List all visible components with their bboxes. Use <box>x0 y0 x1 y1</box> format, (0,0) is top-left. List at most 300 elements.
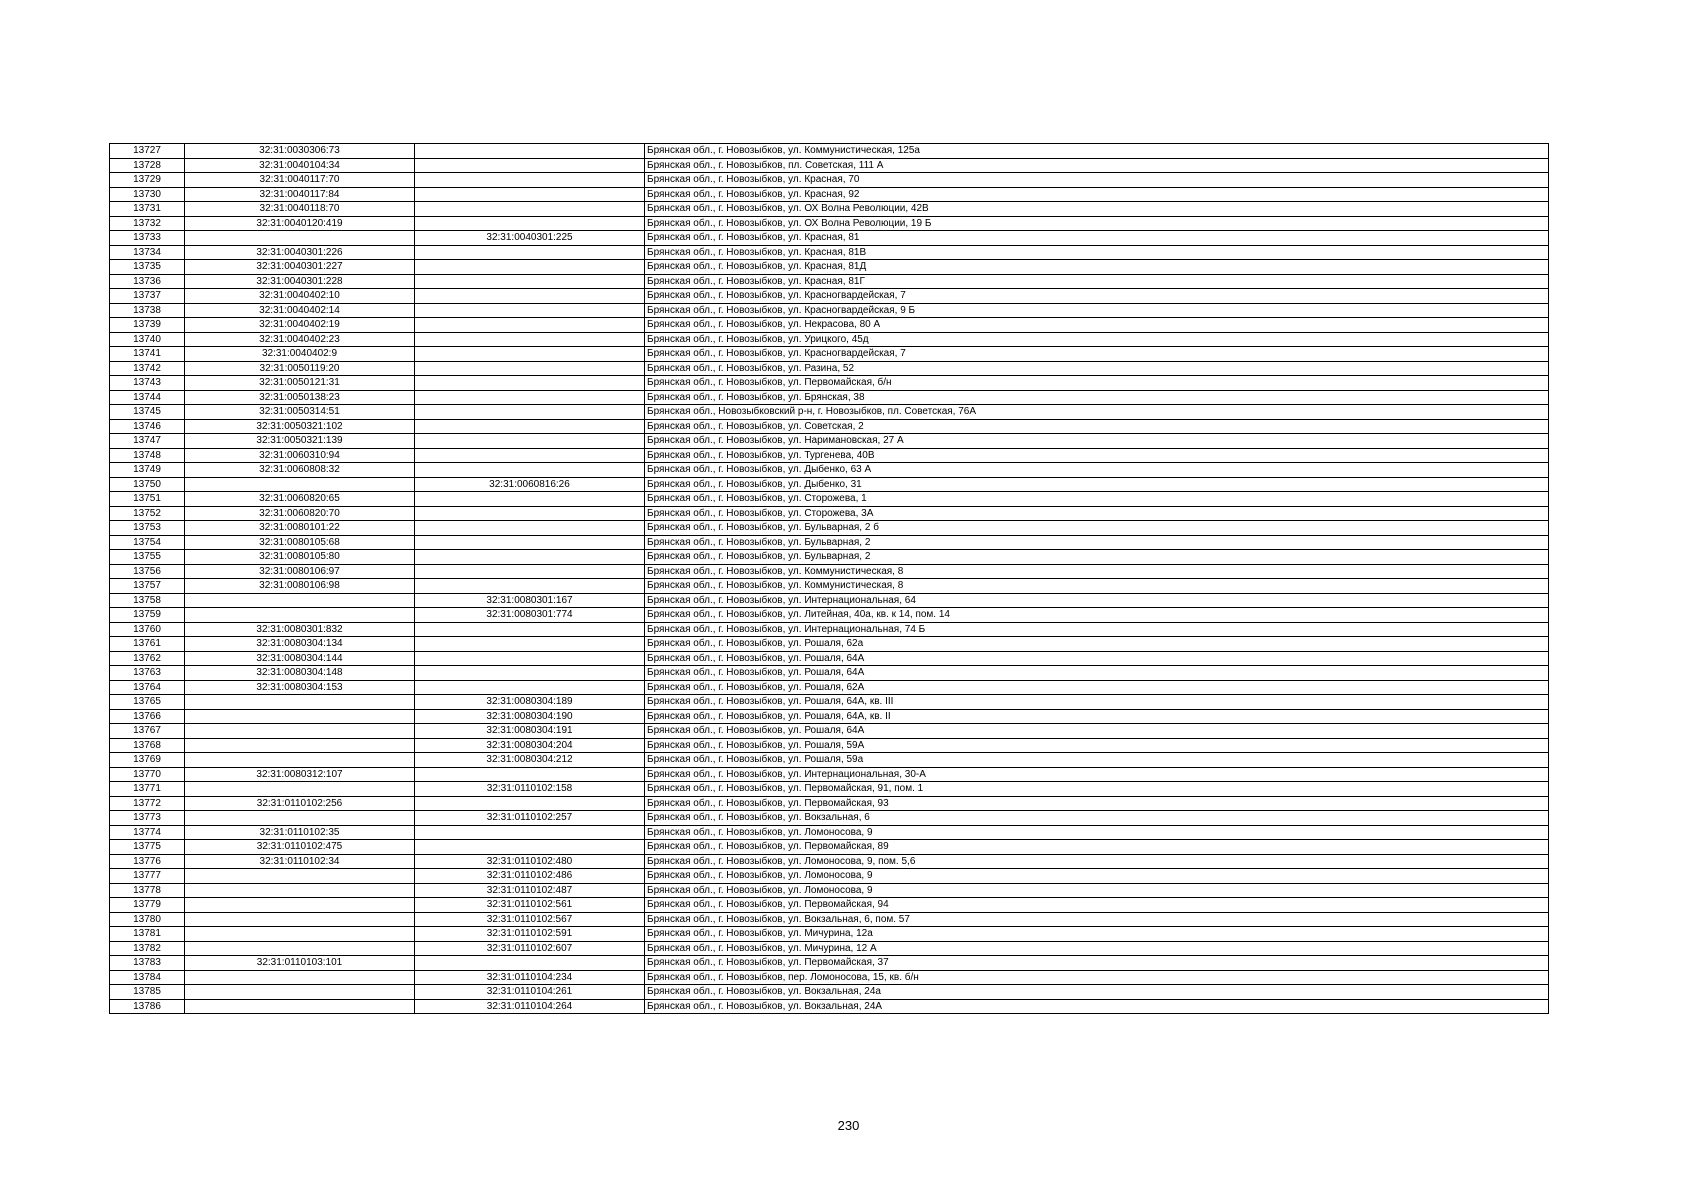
address-cell: Брянская обл., г. Новозыбков, ул. Ломоносова, 9, пом. 5,6 <box>645 854 1549 869</box>
row-number-cell: 13776 <box>110 854 185 869</box>
cadastral-number-cell <box>185 782 415 797</box>
address-cell: Брянская обл., г. Новозыбков, пер. Ломоносова, 15, кв. б/н <box>645 970 1549 985</box>
table-row <box>110 303 1549 318</box>
row-number-cell: 13732 <box>110 216 185 231</box>
cadastral-number-secondary-cell <box>415 506 645 521</box>
row-number-cell: 13728 <box>110 158 185 173</box>
row-number-cell: 13738 <box>110 303 185 318</box>
cadastral-number-secondary-cell <box>415 448 645 463</box>
address-cell: Брянская обл., г. Новозыбков, ул. Ломоносова, 9 <box>645 883 1549 898</box>
cadastral-number-secondary-cell <box>415 347 645 362</box>
cadastral-number-cell <box>185 898 415 913</box>
cadastral-number-cell: 32:31:0080301:832 <box>185 622 415 637</box>
cadastral-number-cell <box>185 709 415 724</box>
cadastral-number-cell: 32:31:0080106:97 <box>185 564 415 579</box>
cadastral-number-cell <box>185 753 415 768</box>
cadastral-number-secondary-cell <box>415 245 645 260</box>
address-cell: Брянская обл., г. Новозыбков, ул. Литейная, 40а, кв. к 14, пом. 14 <box>645 608 1549 623</box>
cadastral-number-secondary-cell <box>415 303 645 318</box>
address-cell: Брянская обл., г. Новозыбков, ул. ОХ Волна Революции, 42В <box>645 202 1549 217</box>
address-cell: Брянская обл., г. Новозыбков, ул. Красная, 81 <box>645 231 1549 246</box>
address-cell: Брянская обл., г. Новозыбков, ул. Интернациональная, 74 Б <box>645 622 1549 637</box>
address-cell: Брянская обл., г. Новозыбков, ул. Первомайская, 94 <box>645 898 1549 913</box>
cadastral-number-cell: 32:31:0050119:20 <box>185 361 415 376</box>
row-number-cell: 13757 <box>110 579 185 594</box>
cadastral-number-cell: 32:31:0040301:227 <box>185 260 415 275</box>
table-row <box>110 854 1549 869</box>
row-number-cell: 13744 <box>110 390 185 405</box>
cadastral-number-cell: 32:31:0040402:14 <box>185 303 415 318</box>
table-row <box>110 245 1549 260</box>
cadastral-number-cell: 32:31:0080105:80 <box>185 550 415 565</box>
row-number-cell: 13768 <box>110 738 185 753</box>
row-number-cell: 13769 <box>110 753 185 768</box>
address-cell: Брянская обл., г. Новозыбков, ул. Рошаля, 64А, кв. III <box>645 695 1549 710</box>
row-number-cell: 13779 <box>110 898 185 913</box>
cadastral-number-secondary-cell <box>415 651 645 666</box>
cadastral-number-cell: 32:31:0060820:70 <box>185 506 415 521</box>
address-cell: Брянская обл., г. Новозыбков, ул. Ломоносова, 9 <box>645 869 1549 884</box>
table-row <box>110 840 1549 855</box>
row-number-cell: 13759 <box>110 608 185 623</box>
table-row <box>110 941 1549 956</box>
cadastral-number-cell: 32:31:0060310:94 <box>185 448 415 463</box>
table-row <box>110 361 1549 376</box>
cadastral-number-secondary-cell <box>415 405 645 420</box>
cadastral-number-secondary-cell <box>415 216 645 231</box>
cadastral-number-secondary-cell <box>415 956 645 971</box>
cadastral-number-secondary-cell: 32:31:0110104:234 <box>415 970 645 985</box>
address-cell: Брянская обл., г. Новозыбков, ул. Бульварная, 2 б <box>645 521 1549 536</box>
cadastral-number-secondary-cell <box>415 158 645 173</box>
row-number-cell: 13777 <box>110 869 185 884</box>
address-cell: Брянская обл., г. Новозыбков, ул. Дыбенко, 31 <box>645 477 1549 492</box>
table-row <box>110 376 1549 391</box>
cadastral-number-secondary-cell <box>415 622 645 637</box>
cadastral-number-cell: 32:31:0080101:22 <box>185 521 415 536</box>
cadastral-number-secondary-cell <box>415 550 645 565</box>
table-row <box>110 463 1549 478</box>
cadastral-number-secondary-cell: 32:31:0110102:591 <box>415 927 645 942</box>
table-row <box>110 767 1549 782</box>
cadastral-number-secondary-cell <box>415 840 645 855</box>
cadastral-number-secondary-cell <box>415 796 645 811</box>
address-cell: Брянская обл., г. Новозыбков, ул. Красногвардейская, 9 Б <box>645 303 1549 318</box>
table-row <box>110 202 1549 217</box>
address-cell: Брянская обл., г. Новозыбков, ул. Некрасова, 80 А <box>645 318 1549 333</box>
table-row <box>110 956 1549 971</box>
row-number-cell: 13767 <box>110 724 185 739</box>
address-cell: Брянская обл., г. Новозыбков, ул. Бульварная, 2 <box>645 550 1549 565</box>
cadastral-number-cell: 32:31:0050321:102 <box>185 419 415 434</box>
row-number-cell: 13737 <box>110 289 185 304</box>
cadastral-number-cell: 32:31:0110102:256 <box>185 796 415 811</box>
cadastral-number-cell: 32:31:0030306:73 <box>185 144 415 159</box>
address-cell: Брянская обл., г. Новозыбков, ул. Сторожева, 1 <box>645 492 1549 507</box>
row-number-cell: 13746 <box>110 419 185 434</box>
address-cell: Брянская обл., г. Новозыбков, ул. Красная, 92 <box>645 187 1549 202</box>
address-cell: Брянская обл., г. Новозыбков, ул. Мичурина, 12а <box>645 927 1549 942</box>
cadastral-number-secondary-cell <box>415 680 645 695</box>
row-number-cell: 13775 <box>110 840 185 855</box>
cadastral-number-cell: 32:31:0050314:51 <box>185 405 415 420</box>
table-row <box>110 608 1549 623</box>
address-cell: Брянская обл., г. Новозыбков, ул. Тургенева, 40В <box>645 448 1549 463</box>
row-number-cell: 13734 <box>110 245 185 260</box>
cadastral-number-secondary-cell: 32:31:0110102:486 <box>415 869 645 884</box>
row-number-cell: 13753 <box>110 521 185 536</box>
cadastral-number-cell: 32:31:0080304:153 <box>185 680 415 695</box>
cadastral-number-secondary-cell <box>415 318 645 333</box>
table-row <box>110 811 1549 826</box>
row-number-cell: 13754 <box>110 535 185 550</box>
cadastral-number-cell: 32:31:0040402:23 <box>185 332 415 347</box>
table-row <box>110 492 1549 507</box>
cadastral-number-secondary-cell <box>415 521 645 536</box>
cadastral-number-cell <box>185 985 415 1000</box>
cadastral-number-cell: 32:31:0050138:23 <box>185 390 415 405</box>
row-number-cell: 13782 <box>110 941 185 956</box>
table-row <box>110 666 1549 681</box>
address-cell: Брянская обл., г. Новозыбков, ул. Красногвардейская, 7 <box>645 347 1549 362</box>
table-row <box>110 782 1549 797</box>
cadastral-number-cell: 32:31:0040402:10 <box>185 289 415 304</box>
table-row <box>110 347 1549 362</box>
cadastral-number-secondary-cell <box>415 332 645 347</box>
table-row <box>110 695 1549 710</box>
row-number-cell: 13747 <box>110 434 185 449</box>
row-number-cell: 13758 <box>110 593 185 608</box>
row-number-cell: 13774 <box>110 825 185 840</box>
table-row <box>110 231 1549 246</box>
address-cell: Брянская обл., г. Новозыбков, ул. Мичурина, 12 А <box>645 941 1549 956</box>
cadastral-number-cell: 32:31:0050121:31 <box>185 376 415 391</box>
cadastral-number-secondary-cell <box>415 825 645 840</box>
row-number-cell: 13742 <box>110 361 185 376</box>
cadastral-number-cell: 32:31:0080304:134 <box>185 637 415 652</box>
address-cell: Брянская обл., г. Новозыбков, ул. Разина, 52 <box>645 361 1549 376</box>
table-row <box>110 738 1549 753</box>
row-number-cell: 13771 <box>110 782 185 797</box>
cadastral-number-cell: 32:31:0110102:475 <box>185 840 415 855</box>
table-row <box>110 506 1549 521</box>
row-number-cell: 13727 <box>110 144 185 159</box>
row-number-cell: 13764 <box>110 680 185 695</box>
cadastral-number-secondary-cell <box>415 564 645 579</box>
table-row <box>110 550 1549 565</box>
row-number-cell: 13749 <box>110 463 185 478</box>
cadastral-number-secondary-cell: 32:31:0110102:480 <box>415 854 645 869</box>
cadastral-number-cell <box>185 883 415 898</box>
row-number-cell: 13770 <box>110 767 185 782</box>
cadastral-number-cell <box>185 738 415 753</box>
cadastral-number-secondary-cell: 32:31:0110102:567 <box>415 912 645 927</box>
cadastral-number-cell: 32:31:0040120:419 <box>185 216 415 231</box>
address-cell: Брянская обл., Новозыбковский р-н, г. Новозыбков, пл. Советская, 76А <box>645 405 1549 420</box>
cadastral-number-secondary-cell <box>415 579 645 594</box>
row-number-cell: 13760 <box>110 622 185 637</box>
cadastral-number-cell: 32:31:0080304:148 <box>185 666 415 681</box>
table-row <box>110 419 1549 434</box>
cadastral-number-cell <box>185 970 415 985</box>
row-number-cell: 13786 <box>110 999 185 1014</box>
row-number-cell: 13783 <box>110 956 185 971</box>
table-row <box>110 651 1549 666</box>
cadastral-number-cell <box>185 724 415 739</box>
cadastral-number-secondary-cell <box>415 666 645 681</box>
registry-table-body <box>110 144 1549 1014</box>
cadastral-number-secondary-cell <box>415 274 645 289</box>
table-row <box>110 144 1549 159</box>
table-row <box>110 883 1549 898</box>
table-row <box>110 869 1549 884</box>
address-cell: Брянская обл., г. Новозыбков, ул. Рошаля, 62а <box>645 637 1549 652</box>
page-number: 230 <box>837 1118 860 1133</box>
cadastral-number-secondary-cell: 32:31:0110102:158 <box>415 782 645 797</box>
address-cell: Брянская обл., г. Новозыбков, ул. Брянская, 38 <box>645 390 1549 405</box>
table-row <box>110 825 1549 840</box>
row-number-cell: 13733 <box>110 231 185 246</box>
row-number-cell: 13735 <box>110 260 185 275</box>
table-row <box>110 898 1549 913</box>
row-number-cell: 13740 <box>110 332 185 347</box>
table-row <box>110 622 1549 637</box>
table-row <box>110 332 1549 347</box>
row-number-cell: 13781 <box>110 927 185 942</box>
address-cell: Брянская обл., г. Новозыбков, ул. Вокзальная, 24а <box>645 985 1549 1000</box>
address-cell: Брянская обл., г. Новозыбков, ул. ОХ Волна Революции, 19 Б <box>645 216 1549 231</box>
row-number-cell: 13761 <box>110 637 185 652</box>
row-number-cell: 13756 <box>110 564 185 579</box>
cadastral-number-secondary-cell <box>415 535 645 550</box>
row-number-cell: 13766 <box>110 709 185 724</box>
row-number-cell: 13730 <box>110 187 185 202</box>
address-cell: Брянская обл., г. Новозыбков, ул. Первомайская, б/н <box>645 376 1549 391</box>
table-row <box>110 521 1549 536</box>
cadastral-number-secondary-cell <box>415 260 645 275</box>
address-cell: Брянская обл., г. Новозыбков, ул. Первомайская, 93 <box>645 796 1549 811</box>
cadastral-number-cell <box>185 593 415 608</box>
row-number-cell: 13773 <box>110 811 185 826</box>
cadastral-number-secondary-cell: 32:31:0060816:26 <box>415 477 645 492</box>
address-cell: Брянская обл., г. Новозыбков, ул. Коммунистическая, 8 <box>645 579 1549 594</box>
cadastral-number-cell: 32:31:0060808:32 <box>185 463 415 478</box>
cadastral-number-secondary-cell <box>415 361 645 376</box>
cadastral-number-secondary-cell <box>415 144 645 159</box>
row-number-cell: 13752 <box>110 506 185 521</box>
table-row <box>110 579 1549 594</box>
table-row <box>110 680 1549 695</box>
cadastral-number-cell <box>185 999 415 1014</box>
address-cell: Брянская обл., г. Новозыбков, ул. Первомайская, 91, пом. 1 <box>645 782 1549 797</box>
table-row <box>110 709 1549 724</box>
cadastral-number-secondary-cell: 32:31:0080304:212 <box>415 753 645 768</box>
address-cell: Брянская обл., г. Новозыбков, ул. Рошаля, 64А <box>645 651 1549 666</box>
table-row <box>110 477 1549 492</box>
address-cell: Брянская обл., г. Новозыбков, ул. Советская, 2 <box>645 419 1549 434</box>
address-cell: Брянская обл., г. Новозыбков, ул. Рошаля, 59А <box>645 738 1549 753</box>
address-cell: Брянская обл., г. Новозыбков, ул. Красногвардейская, 7 <box>645 289 1549 304</box>
table-row <box>110 796 1549 811</box>
address-cell: Брянская обл., г. Новозыбков, ул. Урицкого, 45д <box>645 332 1549 347</box>
row-number-cell: 13751 <box>110 492 185 507</box>
cadastral-number-secondary-cell: 32:31:0080301:774 <box>415 608 645 623</box>
row-number-cell: 13729 <box>110 173 185 188</box>
row-number-cell: 13743 <box>110 376 185 391</box>
cadastral-number-secondary-cell <box>415 767 645 782</box>
cadastral-number-secondary-cell: 32:31:0040301:225 <box>415 231 645 246</box>
table-row <box>110 187 1549 202</box>
cadastral-number-cell <box>185 231 415 246</box>
cadastral-number-cell: 32:31:0110103:101 <box>185 956 415 971</box>
table-row <box>110 448 1549 463</box>
table-row <box>110 753 1549 768</box>
cadastral-number-cell: 32:31:0080312:107 <box>185 767 415 782</box>
address-cell: Брянская обл., г. Новозыбков, ул. Красная, 70 <box>645 173 1549 188</box>
row-number-cell: 13745 <box>110 405 185 420</box>
address-cell: Брянская обл., г. Новозыбков, ул. Интернациональная, 64 <box>645 593 1549 608</box>
address-cell: Брянская обл., г. Новозыбков, ул. Интернациональная, 30-А <box>645 767 1549 782</box>
address-cell: Брянская обл., г. Новозыбков, ул. Рошаля, 64А, кв. II <box>645 709 1549 724</box>
row-number-cell: 13748 <box>110 448 185 463</box>
row-number-cell: 13739 <box>110 318 185 333</box>
cadastral-number-secondary-cell <box>415 463 645 478</box>
cadastral-number-cell: 32:31:0060820:65 <box>185 492 415 507</box>
cadastral-number-secondary-cell: 32:31:0080304:204 <box>415 738 645 753</box>
cadastral-number-secondary-cell: 32:31:0110102:561 <box>415 898 645 913</box>
address-cell: Брянская обл., г. Новозыбков, ул. Наримановская, 27 А <box>645 434 1549 449</box>
address-cell: Брянская обл., г. Новозыбков, ул. Рошаля, 62А <box>645 680 1549 695</box>
cadastral-number-cell: 32:31:0050321:139 <box>185 434 415 449</box>
cadastral-number-secondary-cell: 32:31:0110104:264 <box>415 999 645 1014</box>
table-row <box>110 216 1549 231</box>
row-number-cell: 13731 <box>110 202 185 217</box>
table-row <box>110 390 1549 405</box>
cadastral-number-cell <box>185 869 415 884</box>
cadastral-number-secondary-cell: 32:31:0080304:191 <box>415 724 645 739</box>
address-cell: Брянская обл., г. Новозыбков, ул. Бульварная, 2 <box>645 535 1549 550</box>
address-cell: Брянская обл., г. Новозыбков, пл. Советская, 111 А <box>645 158 1549 173</box>
cadastral-number-secondary-cell: 32:31:0080301:167 <box>415 593 645 608</box>
address-cell: Брянская обл., г. Новозыбков, ул. Красная, 81В <box>645 245 1549 260</box>
address-cell: Брянская обл., г. Новозыбков, ул. Рошаля, 64А <box>645 666 1549 681</box>
cadastral-number-secondary-cell <box>415 173 645 188</box>
row-number-cell: 13763 <box>110 666 185 681</box>
cadastral-number-cell: 32:31:0080105:68 <box>185 535 415 550</box>
cadastral-number-cell: 32:31:0040301:226 <box>185 245 415 260</box>
cadastral-number-cell <box>185 811 415 826</box>
row-number-cell: 13780 <box>110 912 185 927</box>
address-cell: Брянская обл., г. Новозыбков, ул. Красная, 81Г <box>645 274 1549 289</box>
table-row <box>110 637 1549 652</box>
row-number-cell: 13736 <box>110 274 185 289</box>
row-number-cell: 13778 <box>110 883 185 898</box>
address-cell: Брянская обл., г. Новозыбков, ул. Коммунистическая, 125а <box>645 144 1549 159</box>
row-number-cell: 13785 <box>110 985 185 1000</box>
row-number-cell: 13755 <box>110 550 185 565</box>
cadastral-number-cell: 32:31:0040402:9 <box>185 347 415 362</box>
row-number-cell: 13741 <box>110 347 185 362</box>
address-cell: Брянская обл., г. Новозыбков, ул. Вокзальная, 6, пом. 57 <box>645 912 1549 927</box>
cadastral-number-cell: 32:31:0040402:19 <box>185 318 415 333</box>
address-cell: Брянская обл., г. Новозыбков, ул. Рошаля, 64А <box>645 724 1549 739</box>
table-row <box>110 985 1549 1000</box>
cadastral-number-secondary-cell <box>415 637 645 652</box>
cadastral-number-cell: 32:31:0040118:70 <box>185 202 415 217</box>
cadastral-number-cell <box>185 695 415 710</box>
table-row <box>110 274 1549 289</box>
table-row <box>110 912 1549 927</box>
cadastral-number-secondary-cell: 32:31:0110104:261 <box>415 985 645 1000</box>
cadastral-number-cell <box>185 927 415 942</box>
address-cell: Брянская обл., г. Новозыбков, ул. Красная, 81Д <box>645 260 1549 275</box>
registry-table <box>109 143 1549 1014</box>
table-row <box>110 158 1549 173</box>
table-row <box>110 405 1549 420</box>
cadastral-number-secondary-cell: 32:31:0110102:607 <box>415 941 645 956</box>
address-cell: Брянская обл., г. Новозыбков, ул. Первомайская, 89 <box>645 840 1549 855</box>
cadastral-number-secondary-cell <box>415 187 645 202</box>
address-cell: Брянская обл., г. Новозыбков, ул. Вокзальная, 24А <box>645 999 1549 1014</box>
address-cell: Брянская обл., г. Новозыбков, ул. Ломоносова, 9 <box>645 825 1549 840</box>
cadastral-number-cell <box>185 477 415 492</box>
table-row <box>110 593 1549 608</box>
cadastral-number-cell <box>185 941 415 956</box>
cadastral-number-cell <box>185 912 415 927</box>
cadastral-number-secondary-cell: 32:31:0080304:190 <box>415 709 645 724</box>
cadastral-number-cell: 32:31:0040117:70 <box>185 173 415 188</box>
cadastral-number-secondary-cell <box>415 492 645 507</box>
cadastral-number-secondary-cell <box>415 376 645 391</box>
cadastral-number-cell: 32:31:0110102:35 <box>185 825 415 840</box>
row-number-cell: 13750 <box>110 477 185 492</box>
cadastral-number-cell: 32:31:0040301:228 <box>185 274 415 289</box>
table-row <box>110 970 1549 985</box>
table-row <box>110 173 1549 188</box>
cadastral-number-secondary-cell <box>415 390 645 405</box>
cadastral-number-cell: 32:31:0040117:84 <box>185 187 415 202</box>
address-cell: Брянская обл., г. Новозыбков, ул. Коммунистическая, 8 <box>645 564 1549 579</box>
cadastral-number-secondary-cell <box>415 289 645 304</box>
row-number-cell: 13765 <box>110 695 185 710</box>
table-row <box>110 318 1549 333</box>
cadastral-number-secondary-cell: 32:31:0110102:257 <box>415 811 645 826</box>
cadastral-number-cell: 32:31:0110102:34 <box>185 854 415 869</box>
table-row <box>110 535 1549 550</box>
address-cell: Брянская обл., г. Новозыбков, ул. Дыбенко, 63 А <box>645 463 1549 478</box>
table-row <box>110 434 1549 449</box>
cadastral-number-secondary-cell <box>415 202 645 217</box>
table-row <box>110 289 1549 304</box>
address-cell: Брянская обл., г. Новозыбков, ул. Первомайская, 37 <box>645 956 1549 971</box>
row-number-cell: 13784 <box>110 970 185 985</box>
cadastral-number-secondary-cell <box>415 419 645 434</box>
table-row <box>110 927 1549 942</box>
cadastral-number-secondary-cell: 32:31:0080304:189 <box>415 695 645 710</box>
address-cell: Брянская обл., г. Новозыбков, ул. Вокзальная, 6 <box>645 811 1549 826</box>
table-row <box>110 999 1549 1014</box>
cadastral-number-secondary-cell: 32:31:0110102:487 <box>415 883 645 898</box>
cadastral-number-secondary-cell <box>415 434 645 449</box>
row-number-cell: 13772 <box>110 796 185 811</box>
table-row <box>110 564 1549 579</box>
row-number-cell: 13762 <box>110 651 185 666</box>
table-row <box>110 724 1549 739</box>
cadastral-number-cell <box>185 608 415 623</box>
address-cell: Брянская обл., г. Новозыбков, ул. Сторожева, 3А <box>645 506 1549 521</box>
cadastral-number-cell: 32:31:0040104:34 <box>185 158 415 173</box>
cadastral-number-cell: 32:31:0080304:144 <box>185 651 415 666</box>
